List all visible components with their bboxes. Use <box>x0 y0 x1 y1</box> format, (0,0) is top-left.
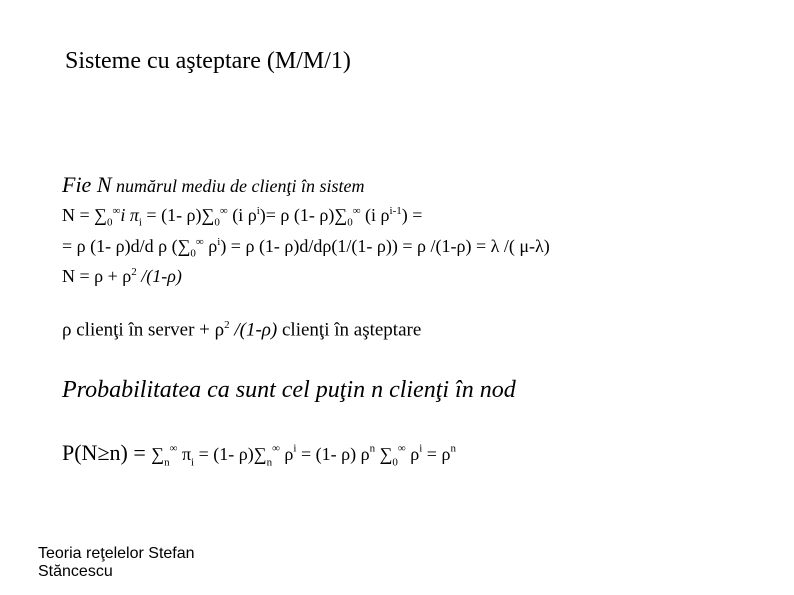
eq2-part-a: = ρ (1- ρ)d/d ρ (∑ <box>62 236 191 256</box>
rho-a-sup: 2 <box>224 319 230 331</box>
eq1-e-sub: 0 <box>347 216 353 229</box>
pn-f-sup: n <box>369 442 376 455</box>
rho-part-b: /(1-ρ) <box>229 319 278 341</box>
probability-heading: Probabilitatea ca sunt cel puţin n clienţi în nod <box>62 377 516 403</box>
eq2-b-sup: i <box>217 236 221 248</box>
definition-line <box>62 172 364 198</box>
pn-part-d: = (1- ρ)∑ <box>194 444 267 464</box>
pn-g-sup: ∞ <box>397 442 406 455</box>
server-queue-line <box>62 319 421 341</box>
pn-d-sup: ∞ <box>272 442 280 455</box>
pn-h-sup: i <box>419 442 423 455</box>
rho-part-c: clienţi în aşteptare <box>277 319 422 341</box>
eq1-part-e: )= ρ (1- ρ)∑ <box>259 205 348 225</box>
pn-part-e: ρ <box>279 444 294 464</box>
eq1-part-f: (i ρ <box>360 205 390 225</box>
eq2-a-sub: 0 <box>190 247 196 260</box>
equation-line-3 <box>62 266 182 287</box>
eq2-part-b: ρ <box>203 236 218 256</box>
eq2-a-sup: ∞ <box>195 236 204 248</box>
probability-equation <box>62 440 456 468</box>
eq1-c-sub: 0 <box>214 216 220 229</box>
pn-part-f: = (1- ρ) ρ <box>296 444 370 464</box>
eq3-a-sup: 2 <box>131 266 137 278</box>
footer-line-1: Teoria reţelelor Stefan <box>38 545 195 562</box>
eq1-a-sub: 0 <box>106 216 113 229</box>
slide-footer <box>38 545 195 581</box>
pn-part-b: ∑ <box>151 444 165 464</box>
pn-part-c: π <box>177 444 192 464</box>
pn-part-h: ρ <box>405 444 420 464</box>
pn-d-sub: n <box>266 456 273 469</box>
pn-b-sup: ∞ <box>169 442 178 455</box>
pn-part-a: P(N≥n) = <box>62 440 152 465</box>
eq1-part-d: (i ρ <box>227 205 257 225</box>
eq1-d-sup: i <box>256 205 260 217</box>
eq1-a-sup: ∞ <box>112 205 121 217</box>
pn-i-sup: n <box>450 442 456 455</box>
pn-g-sub: 0 <box>392 456 398 469</box>
slide-title: Sisteme cu aşteptare (M/M/1) <box>65 48 351 74</box>
rho-part-a: ρ clienţi în server + ρ <box>62 319 225 341</box>
eq1-b-sub: i <box>138 216 142 229</box>
definition-variable: Fie N <box>62 172 112 197</box>
eq1-part-g: ) = <box>401 205 423 225</box>
eq1-part-a: N = ∑ <box>62 205 107 225</box>
definition-text: numărul mediu de clienţi în sistem <box>111 176 365 196</box>
pn-b-sub: n <box>164 456 170 469</box>
eq3-part-b: /(1-ρ) <box>136 266 182 286</box>
eq1-part-c: = (1- ρ)∑ <box>141 205 215 225</box>
eq3-part-a: N = ρ + ρ <box>62 266 132 286</box>
eq1-c-sup: ∞ <box>219 205 228 217</box>
equation-line-2 <box>62 236 550 260</box>
equation-line-1 <box>62 205 422 229</box>
eq2-part-c: ) = ρ (1- ρ)d/dρ(1/(1- ρ)) = ρ /(1-ρ) = λ /( μ-λ) <box>220 236 550 256</box>
pn-part-g: ∑ <box>375 444 393 464</box>
eq1-part-b: i π <box>120 205 139 225</box>
eq1-f-sup: i-1 <box>389 205 402 217</box>
pn-c-sub: i <box>191 456 195 469</box>
eq1-e-sup: ∞ <box>352 205 361 217</box>
pn-part-i: = ρ <box>422 444 451 464</box>
footer-line-2: Stăncescu <box>38 563 113 580</box>
pn-e-sup: i <box>293 442 297 455</box>
